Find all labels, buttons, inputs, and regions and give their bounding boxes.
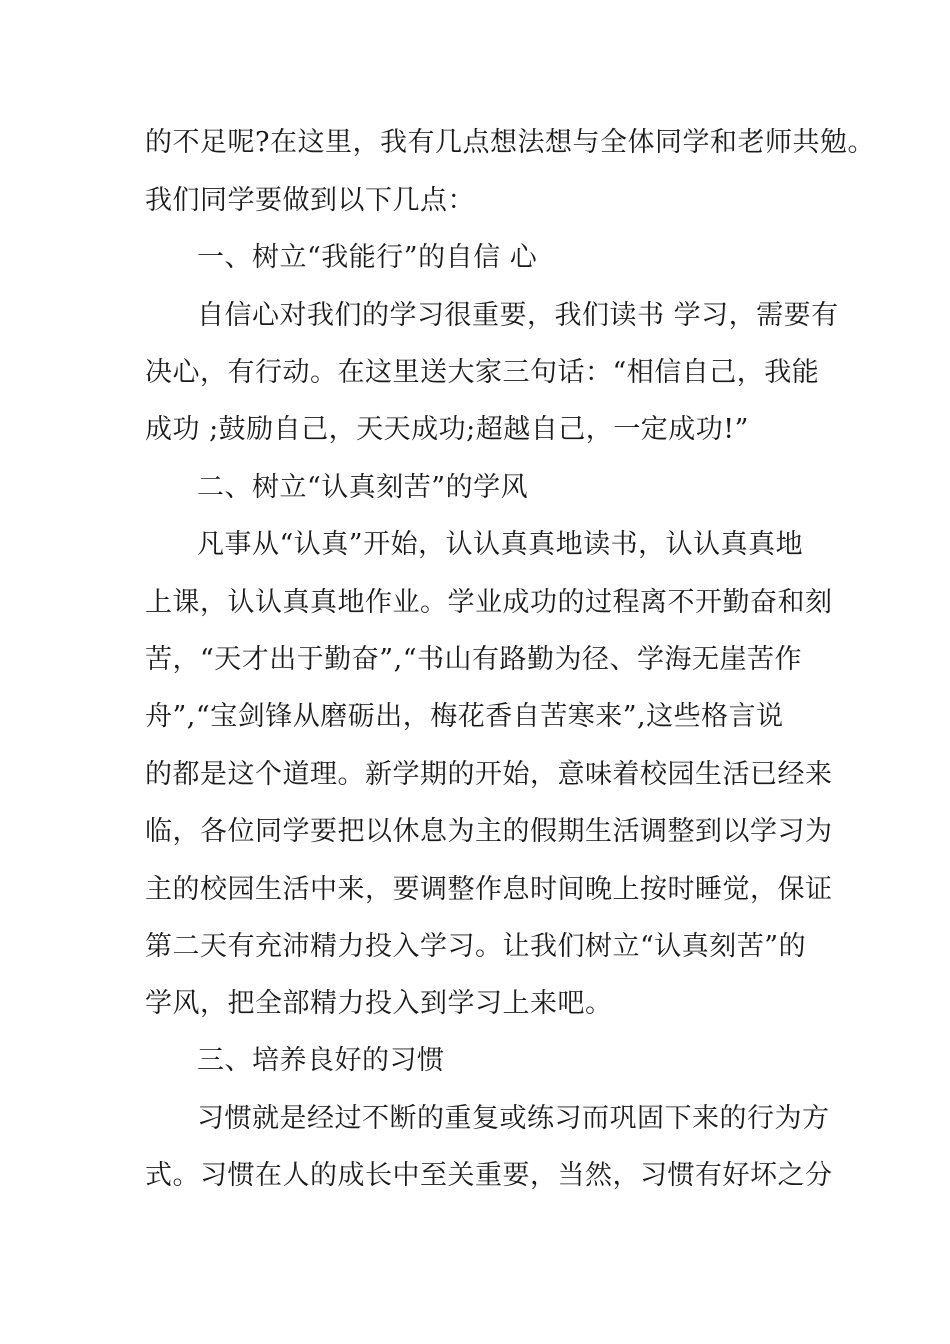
text-line-6: 成功 ;鼓励自己，天天成功;超越自己，一定成功!”: [145, 414, 749, 445]
section-heading-2: 二、树立“认真刻苦”的学风: [197, 472, 529, 503]
text-line-8: 凡事从“认真”开始，认认真真地读书，认认真真地: [197, 529, 804, 560]
text-line-12: 的都是这个道理。新学期的开始，意味着校园生活已经来: [145, 759, 833, 790]
text-line-18: 习惯就是经过不断的重复或练习而巩固下来的行为方: [197, 1103, 830, 1134]
text-line-11: 舟”,“宝剑锋从磨砺出，梅花香自苦寒来”,这些格言说: [145, 701, 784, 732]
section-heading-1: 一、树立“我能行”的自信 心: [197, 242, 538, 273]
text-line-16: 学风，把全部精力投入到学习上来吧。: [145, 988, 613, 1019]
text-line-9: 上课，认认真真地作业。学业成功的过程离不开勤奋和刻: [145, 587, 833, 618]
text-line-4: 自信心对我们的学习很重要，我们读书 学习，需要有: [197, 300, 839, 331]
text-line-14: 主的校园生活中来，要调整作息时间晚上按时睡觉，保证: [145, 874, 833, 905]
text-line-15: 第二天有充沛精力投入学习。让我们树立“认真刻苦”的: [145, 931, 807, 962]
text-line-5: 决心，有行动。在这里送大家三句话：“相信自己，我能: [145, 357, 820, 388]
text-line-1: 的不足呢?在这里，我有几点想法想与全体同学和老师共勉。: [145, 127, 875, 158]
section-heading-3: 三、培养良好的习惯: [197, 1045, 445, 1076]
text-line-2: 我们同学要做到以下几点：: [145, 185, 475, 216]
text-line-10: 苦，“天才出于勤奋”,“书山有路勤为径、学海无崖苦作: [145, 644, 802, 675]
text-line-13: 临，各位同学要把以休息为主的假期生活调整到以学习为: [145, 816, 833, 847]
text-line-19: 式。习惯在人的成长中至关重要，当然，习惯有好坏之分: [145, 1160, 833, 1191]
